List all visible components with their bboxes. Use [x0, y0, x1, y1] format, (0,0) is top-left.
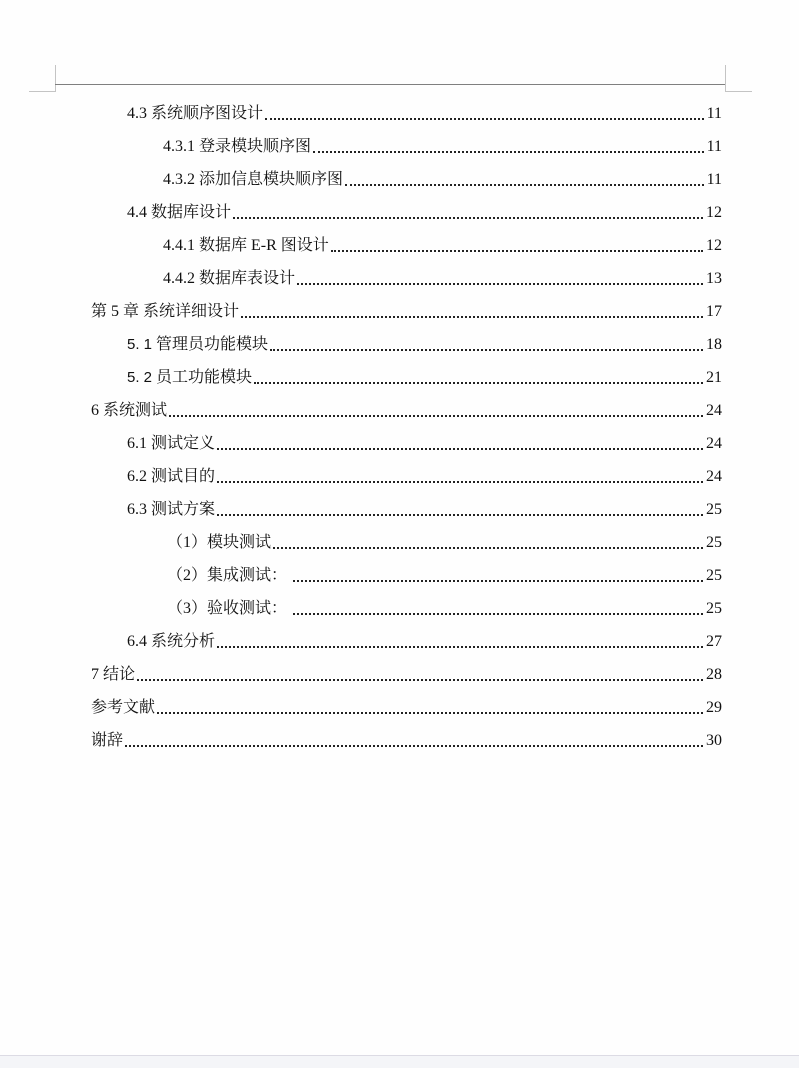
viewer-bottom-edge [0, 1055, 799, 1068]
toc-page-number: 11 [706, 171, 722, 188]
toc-entry-title: （1）模块测试 [167, 534, 272, 551]
toc-entry-title: 4.3.2 添加信息模块顺序图 [163, 171, 344, 188]
crop-mark-top-left-vertical [55, 65, 56, 92]
toc-page-number: 12 [706, 204, 722, 221]
crop-mark-top-right-vertical [725, 65, 726, 92]
toc-entry[interactable] [163, 265, 722, 289]
toc-entry-title: 4.3.1 登录模块顺序图 [163, 138, 312, 155]
toc-entry-title: （2）集成测试： [167, 567, 288, 584]
toc-page-number: 25 [706, 534, 722, 551]
toc-dot-leader [125, 731, 703, 751]
toc-dot-leader [233, 203, 703, 223]
toc-page-number: 21 [706, 369, 722, 386]
toc-entry[interactable] [91, 397, 722, 421]
toc-entry-title: 6.4 系统分析 [127, 633, 216, 650]
crop-mark-top-right-horizontal [725, 91, 752, 92]
toc-page-number: 25 [706, 501, 722, 518]
toc-entry[interactable] [163, 133, 722, 157]
toc-entry[interactable] [127, 430, 722, 454]
toc-entry-title: 6 系统测试 [91, 402, 168, 419]
toc-dot-leader [293, 566, 703, 586]
toc-dot-leader [217, 500, 703, 520]
toc-entry-title: （3）验收测试： [167, 600, 288, 617]
toc-page-number: 28 [706, 666, 722, 683]
toc-entry-title: 4.4 数据库设计 [127, 204, 232, 221]
toc-page-number: 24 [706, 435, 722, 452]
toc-dot-leader [293, 599, 703, 619]
toc-dot-leader [297, 269, 703, 289]
toc-page-number: 24 [706, 468, 722, 485]
toc-entry-title: 7 结论 [91, 666, 136, 683]
toc-entry-title: 第 5 章 系统详细设计 [91, 303, 240, 320]
toc-page-number: 13 [706, 270, 722, 287]
toc-entry[interactable] [91, 298, 722, 322]
toc-entry[interactable] [167, 595, 722, 619]
toc-entry[interactable] [91, 694, 722, 718]
toc-entry[interactable] [127, 331, 722, 355]
toc-dot-leader [169, 401, 703, 421]
toc-entry-title: 4.4.1 数据库 E-R 图设计 [163, 237, 329, 254]
toc-dot-leader [217, 467, 703, 487]
toc-page-number: 12 [706, 237, 722, 254]
toc-entry[interactable] [167, 562, 722, 586]
toc-entry-title: 谢辞 [91, 732, 124, 749]
toc-dot-leader [345, 170, 704, 190]
toc-entry[interactable] [91, 661, 722, 685]
toc-entry[interactable] [127, 463, 722, 487]
toc-page-number: 11 [706, 105, 722, 122]
toc-entry-title: 4.3 系统顺序图设计 [127, 105, 264, 122]
toc-dot-leader [254, 368, 703, 388]
toc-entry[interactable] [127, 628, 722, 652]
crop-mark-top-left-horizontal [29, 91, 56, 92]
toc-entry-title: 5. 2 员工功能模块 [127, 369, 253, 386]
toc-entry-title: 6.1 测试定义 [127, 435, 216, 452]
toc-entry[interactable] [127, 199, 722, 223]
toc-page-number: 30 [706, 732, 722, 749]
toc-page-number: 25 [706, 600, 722, 617]
toc-dot-leader [137, 665, 703, 685]
toc-entry-title: 参考文献 [91, 699, 156, 716]
toc-dot-leader [241, 302, 703, 322]
toc-dot-leader [270, 335, 703, 355]
toc-dot-leader [331, 236, 703, 256]
toc-page-number: 27 [706, 633, 722, 650]
toc-page-number: 17 [706, 303, 722, 320]
toc-dot-leader [273, 533, 703, 553]
toc-entry-title: 5. 1 管理员功能模块 [127, 336, 269, 353]
toc-entry[interactable] [163, 232, 722, 256]
toc-page-number: 24 [706, 402, 722, 419]
toc-entry-title: 4.4.2 数据库表设计 [163, 270, 296, 287]
toc-entry[interactable] [127, 364, 722, 388]
toc-dot-leader [217, 434, 703, 454]
toc-page-number: 11 [706, 138, 722, 155]
toc-page-number: 29 [706, 699, 722, 716]
toc-entry-title: 6.3 测试方案 [127, 501, 216, 518]
toc-entry[interactable] [167, 529, 722, 553]
toc-page-number: 25 [706, 567, 722, 584]
toc-dot-leader [157, 698, 703, 718]
toc-dot-leader [217, 632, 703, 652]
toc-entry[interactable] [127, 496, 722, 520]
toc-entry[interactable] [91, 727, 722, 751]
toc-dot-leader [265, 104, 704, 124]
toc-dot-leader [313, 137, 704, 157]
toc-entry-title: 6.2 测试目的 [127, 468, 216, 485]
toc-page-number: 18 [706, 336, 722, 353]
header-rule [55, 84, 725, 85]
toc-entry[interactable] [163, 166, 722, 190]
toc-entry[interactable] [127, 100, 722, 124]
